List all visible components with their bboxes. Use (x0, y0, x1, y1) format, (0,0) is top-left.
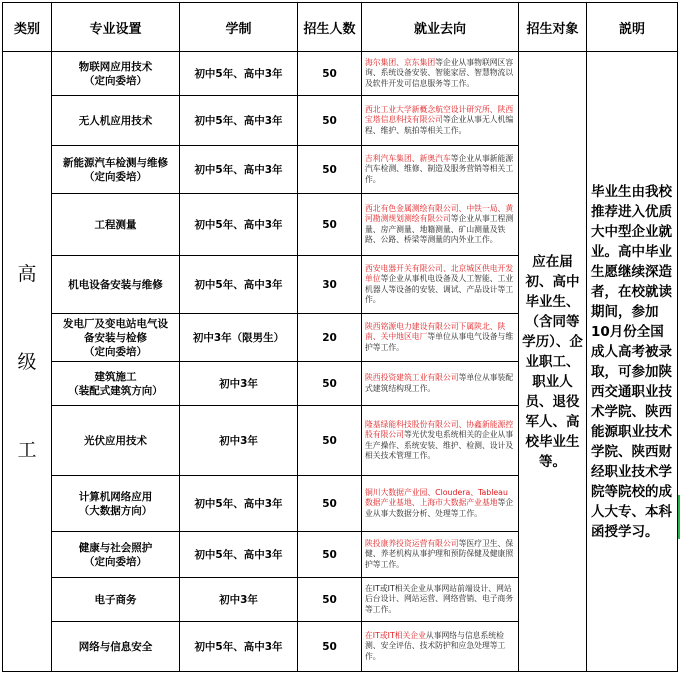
count-cell: 50 (298, 622, 362, 672)
enrollment-table (2, 2, 678, 672)
table-row (3, 52, 678, 96)
major-note: （定向委培） (84, 555, 147, 568)
header-major: 专业设置 (52, 3, 180, 52)
target-cell: 应在届初、高中毕业生、（含同等学历）、企业职工、职业人员、退役军人、高校毕业生等。 (519, 52, 587, 672)
employment-highlight: 吉利汽车集团、新奥汽车 (365, 153, 451, 163)
major-cell (52, 96, 180, 146)
employment-cell (362, 532, 519, 578)
employment-text: 等企业从事新能源汽车检测、维修、制造及服务营销等相关工作。 (365, 153, 514, 184)
major-note: （装配式建筑方向） (68, 384, 163, 397)
major-name: 无人机应用技术 (78, 114, 153, 127)
major-cell (52, 406, 180, 476)
employment-text: 在IT或IT相关企业从事网站前端设计、网站后台设计、网站运营、网络营销、电子商务等工作。 (365, 583, 514, 614)
employment-cell (362, 146, 519, 194)
count-cell: 50 (298, 96, 362, 146)
major-name: 电子商务 (94, 593, 137, 606)
count-cell: 50 (298, 532, 362, 578)
employment-text: 等光伏发电系统相关的企业从事生产操作、系统安装、维护、检测、设计及相关技术管理工作。 (365, 430, 514, 460)
duration-cell: 初中5年、高中3年 (180, 194, 298, 256)
employment-cell (362, 406, 519, 476)
header-count: 招生人数 (298, 3, 362, 52)
header-employment: 就业去向 (362, 3, 519, 52)
level-char: 级 (17, 350, 37, 373)
count-cell: 50 (298, 194, 362, 256)
employment-text: 等企业从事物联网区容询、系统设备安装、智能家居、智慧物流以及软件开发可信息服务等工作。 (365, 57, 514, 88)
major-name: 工程测量 (94, 218, 137, 231)
major-name: 网络与信息安全 (78, 640, 153, 653)
major-cell (52, 146, 180, 194)
header-note: 説明 (587, 3, 678, 52)
count-cell: 50 (298, 146, 362, 194)
major-cell (52, 194, 180, 256)
employment-text: 从事网络与信息系统检测、安全评估、技术防护和应急处理等工作。 (365, 630, 506, 661)
header-target: 招生对象 (519, 3, 587, 52)
major-cell (52, 578, 180, 622)
duration-cell: 初中3年 (180, 406, 298, 476)
duration-cell: 初中3年 (180, 578, 298, 622)
major-cell (52, 52, 180, 96)
employment-highlight: 西北工业大学新概念航空设计研究所、陕西宝塔信息科技有限公司 (365, 104, 514, 125)
count-cell: 50 (298, 476, 362, 532)
duration-cell: 初中3年 (180, 362, 298, 406)
duration-cell: 初中5年、高中3年 (180, 96, 298, 146)
major-cell (52, 256, 180, 314)
employment-cell (362, 578, 519, 622)
employment-text: 等企业从事机电设备及人工智能、工业机器人等设备的安装、调试、产品设计等工作。 (365, 274, 514, 304)
employment-text: 等单位从事装配式建筑结构现工作。 (365, 373, 514, 393)
employment-highlight: 西安电器开关有限公司、北京城区供电开发单位 (365, 263, 514, 283)
level-cell (3, 52, 52, 672)
employment-text: 等单位从事电气设备与维护等工作。 (365, 332, 514, 352)
employment-highlight: 海尔集团、京东集团 (365, 57, 436, 67)
major-name: 物联网应用技术 (78, 60, 153, 73)
major-cell (52, 362, 180, 406)
duration-cell: 初中5年、高中3年 (180, 146, 298, 194)
employment-cell (362, 52, 519, 96)
major-cell (52, 622, 180, 672)
employment-cell (362, 362, 519, 406)
major-name: 光伏应用技术 (84, 434, 147, 447)
employment-highlight: 西北有色金属测绘有限公司、中铁一局、黄河勘测规划测绘有限公司 (365, 203, 514, 223)
duration-cell: 初中5年、高中3年 (180, 532, 298, 578)
major-cell (52, 476, 180, 532)
major-name: 计算机网络应用 (78, 490, 153, 503)
count-cell: 50 (298, 52, 362, 96)
duration-cell: 初中5年、高中3年 (180, 52, 298, 96)
header-row (3, 3, 678, 52)
employment-cell (362, 314, 519, 362)
header-category: 类别 (3, 3, 52, 52)
header-duration: 学制 (180, 3, 298, 52)
level-char: 高 (17, 262, 37, 285)
duration-cell: 初中5年、高中3年 (180, 622, 298, 672)
duration-cell: 初中3年（限男生） (180, 314, 298, 362)
employment-highlight: 陕投康养投资运营有限公司 (365, 538, 459, 548)
major-name: 机电设备安装与维修 (68, 278, 163, 291)
note-cell: 毕业生由我校推荐进入优质大中型企业就业。高中毕业生愿继续深造者，在校就读期间，参加10月份全国成人高考被录取，可参加陕西交通职业技术学院、陕西能源职业技术学院、陕西财经职业技术学院等院校的成人大专、本科函授学习。 (587, 52, 678, 672)
employment-cell (362, 476, 519, 532)
employment-text: 等企业从事无人机编程、维护、航拍等相关工作。 (365, 115, 514, 135)
scroll-indicator (678, 495, 680, 539)
employment-cell (362, 194, 519, 256)
major-name: 备安装与检修 (84, 331, 147, 344)
major-name: 新能源汽车检测与维修 (63, 156, 168, 169)
employment-highlight: 在IT或IT相关企业 (365, 630, 426, 640)
employment-text: 等企业从事大数据分析、处理等工作。 (365, 498, 514, 518)
major-note: （定向委培） (84, 345, 147, 358)
employment-highlight: 铜川大数据产业园、Cloudera、Tableau数据产业基地、上海市大数据产业基地 (365, 487, 508, 508)
level-char: 工 (17, 438, 37, 461)
employment-highlight: 隆基绿能科技股份有限公司、协鑫新能源控股有限公司 (365, 419, 514, 439)
major-cell (52, 314, 180, 362)
major-cell (52, 532, 180, 578)
major-name: 建筑施工 (94, 370, 137, 383)
count-cell: 30 (298, 256, 362, 314)
employment-text: 等医疗卫生、保健、养老机构从事护理和预防保健及健康照护等工作。 (365, 538, 514, 569)
employment-cell (362, 96, 519, 146)
duration-cell: 初中5年、高中3年 (180, 476, 298, 532)
employment-highlight: 陕西投资建筑工业有限公司 (365, 373, 459, 382)
employment-cell (362, 256, 519, 314)
major-note: （大数据方向） (78, 504, 153, 517)
major-note: （定向委培） (84, 74, 147, 87)
count-cell: 20 (298, 314, 362, 362)
count-cell: 50 (298, 578, 362, 622)
employment-cell (362, 622, 519, 672)
count-cell: 50 (298, 406, 362, 476)
duration-cell: 初中5年、高中3年 (180, 256, 298, 314)
major-name: 健康与社会照护 (78, 541, 153, 554)
major-note: （定向委培） (84, 170, 147, 183)
major-name: 发电厂及变电站电气设 (63, 317, 168, 330)
employment-text: 等企业从事工程测量、房产测量、地籍测量、矿山测量及铁路、公路、桥梁等测量的内外业工作。 (365, 214, 514, 244)
employment-highlight: 陕西铭源电力建设有限公司下属陕北、陕南、关中地区电厂 (365, 321, 506, 342)
count-cell: 50 (298, 362, 362, 406)
